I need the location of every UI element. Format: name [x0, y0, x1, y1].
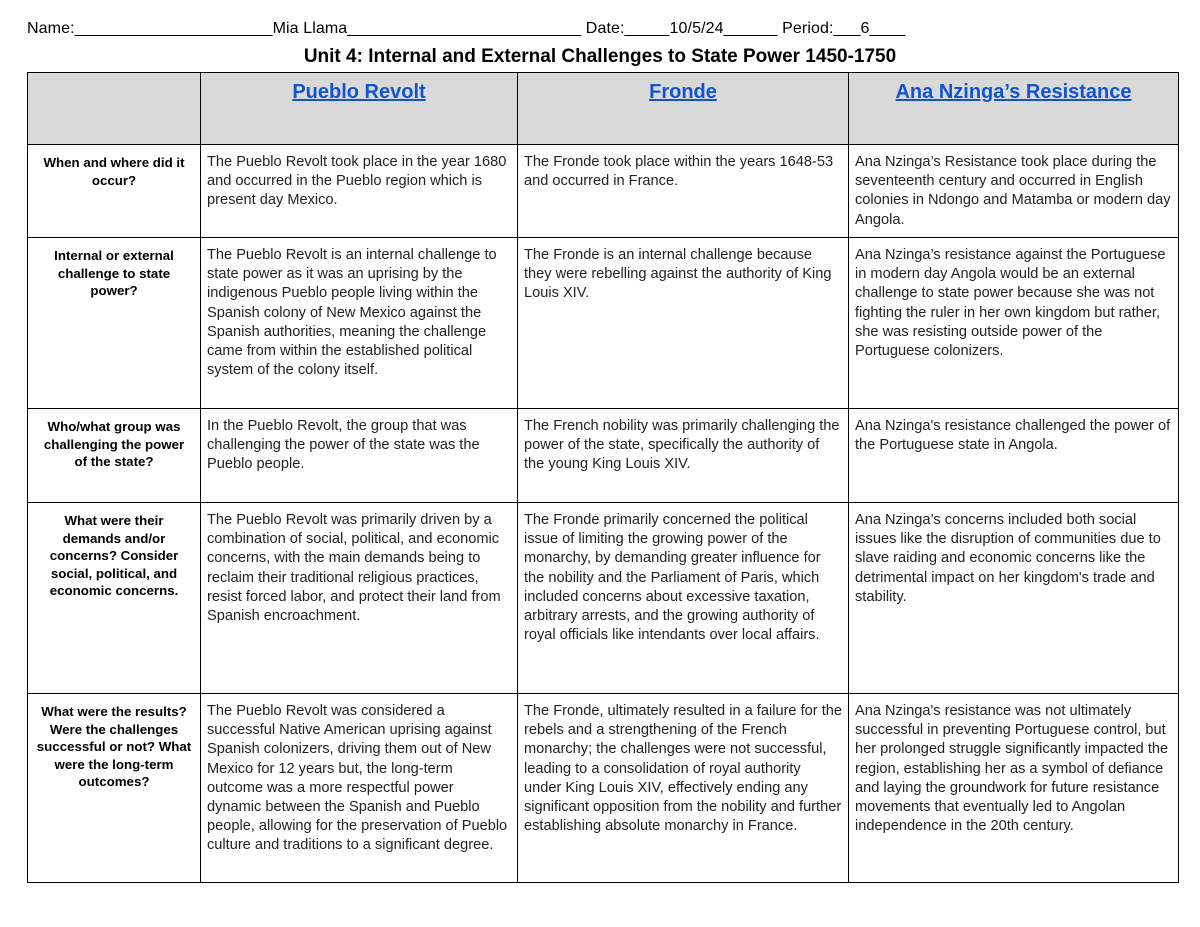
column-header-fronde — [518, 73, 849, 145]
column-header-pueblo-revolt — [201, 73, 518, 145]
cell-fronde: The Fronde took place within the years 1648-53 and occurred in France. — [518, 145, 849, 238]
table-row-demands-concerns — [28, 503, 1179, 694]
row-question: What were the results? Were the challenges successful or not? What were the long-term outcomes? — [28, 694, 201, 883]
cell-fronde: The Fronde primarily concerned the political issue of limiting the growing power of the monarchy, by demanding greater influence for the nobility and the Parliament of Paris, which included concerns about excessive taxation, arbitrary arrests, and the growing authority of royal officials like intendants over local affairs. — [518, 503, 849, 694]
page-title: Unit 4: Internal and External Challenges to State Power 1450-1750 — [303, 46, 897, 67]
row-question: Who/what group was challenging the power of the state? — [28, 409, 201, 503]
cell-fronde: The French nobility was primarily challenging the power of the state, specifically the authority of the young King Louis XIV. — [518, 409, 849, 503]
cell-ana-nzinga: Ana Nzinga’s Resistance took place during the seventeenth century and occurred in English colonies in Ndongo and Matamba or modern day Angola. — [849, 145, 1179, 238]
row-question: Internal or external challenge to state power? — [28, 238, 201, 409]
cell-pueblo-revolt: The Pueblo Revolt was considered a successful Native American uprising against Spanish colonizers, driving them out of New Mexico for 12 years but, the long-term outcome was a more respectful power dynamic between the Spanish and Pueblo people, allowing for the preservation of Pueblo culture and traditions to a significant degree. — [201, 694, 518, 883]
cell-ana-nzinga: Ana Nzinga’s resistance against the Portuguese in modern day Angola would be an external challenge to state power because she was not fighting the ruler in her own kingdom but rather, she was resisting outside power of the Portuguese colonizers. — [849, 238, 1179, 409]
cell-pueblo-revolt: The Pueblo Revolt is an internal challenge to state power as it was an uprising by the indigenous Pueblo people living within the Spanish colony of New Mexico against the Spanish authorities, meaning the challenge came from within the established political system of the colony itself. — [201, 238, 518, 409]
column-header-ana-nzinga — [849, 73, 1179, 145]
cell-pueblo-revolt: In the Pueblo Revolt, the group that was challenging the power of the state was the Pueblo people. — [201, 409, 518, 503]
cell-ana-nzinga: Ana Nzinga's resistance was not ultimately successful in preventing Portuguese control, but her prolonged struggle significantly impacted the region, establishing her as a symbol of defiance and laying the groundwork for future resistance movements that eventually led to Angolan independence in the 20th century. — [849, 694, 1179, 883]
cell-fronde: The Fronde is an internal challenge because they were rebelling against the authority of King Louis XIV. — [518, 238, 849, 409]
name-date-period-line: Name:______________________Mia Llama__________________________ Date:_____10/5/24______ Period:___6____ — [27, 20, 906, 37]
fronde-link[interactable]: Fronde — [649, 81, 717, 103]
cell-pueblo-revolt: The Pueblo Revolt took place in the year 1680 and occurred in the Pueblo region which is present day Mexico. — [201, 145, 518, 238]
row-question: What were their demands and/or concerns? Consider social, political, and economic concerns. — [28, 503, 201, 694]
table-row-who-challenging — [28, 409, 1179, 503]
pueblo-revolt-link[interactable]: Pueblo Revolt — [292, 81, 426, 103]
cell-ana-nzinga: Ana Nzinga’s concerns included both social issues like the disruption of communities due to slave raiding and economic concerns like the detrimental impact on her kingdom's trade and stability. — [849, 503, 1179, 694]
table-header-row — [28, 73, 1179, 145]
cell-ana-nzinga: Ana Nzinga's resistance challenged the power of the Portuguese state in Angola. — [849, 409, 1179, 503]
row-question: When and where did it occur? — [28, 145, 201, 238]
cell-fronde: The Fronde, ultimately resulted in a failure for the rebels and a strengthening of the French monarchy; the challenges were not successful, leading to a consolidation of royal authority under King Louis XIV, effectively ending any significant opposition from the nobility and further establishing absolute monarchy in France. — [518, 694, 849, 883]
table-row-results — [28, 694, 1179, 883]
header-corner-cell — [28, 73, 201, 145]
table-row-internal-external — [28, 238, 1179, 409]
table-row-when-where — [28, 145, 1179, 238]
ana-nzinga-link[interactable]: Ana Nzinga’s Resistance — [895, 81, 1132, 103]
cell-pueblo-revolt: The Pueblo Revolt was primarily driven by a combination of social, political, and economic concerns, with the main demands being to reclaim their traditional religious practices, resist forced labor, and protect their land from Spanish encroachment. — [201, 503, 518, 694]
challenges-table — [27, 72, 1179, 883]
